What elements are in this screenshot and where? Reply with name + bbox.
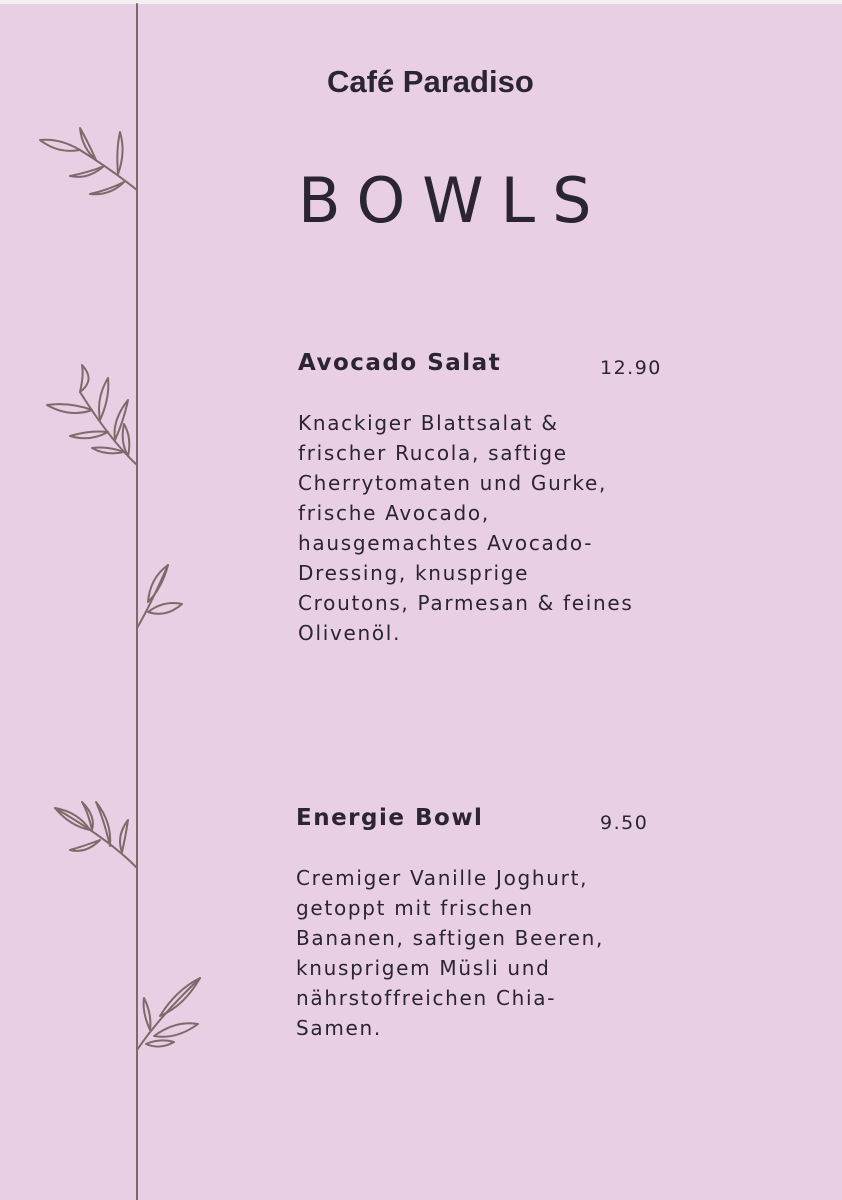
description-line: nährstoffreichen Chia- [296,986,557,1010]
description-line: Dressing, knusprige [298,561,530,585]
leaf-branch-icon [137,565,182,628]
description-line: getoppt mit frischen [296,896,534,920]
description-line: Olivenöl. [298,621,402,645]
description-line: knusprigem Müsli und [296,956,551,980]
menu-item-description [296,863,604,1043]
menu-item-description [298,408,634,648]
description-line: Samen. [296,1016,382,1040]
leaf-branch-icon [55,802,137,868]
description-line: Knackiger Blattsalat & [298,411,559,435]
description-line: Croutons, Parmesan & feines [298,591,634,615]
description-line: frische Avocado, [298,501,490,525]
menu-item-price: 12.90 [600,357,662,379]
description-line: frischer Rucola, saftige [298,441,568,465]
description-line: Cremiger Vanille Joghurt, [296,866,589,890]
description-line: Cherrytomaten und Gurke, [298,471,608,495]
menu-item-price: 9.50 [600,812,649,834]
description-line: Bananen, saftigen Beeren, [296,926,605,950]
leaf-branch-icon [47,365,137,465]
section-title: BOWLS [298,164,609,237]
description-line: hausgemachtes Avocado- [298,531,594,555]
menu-item-name: Avocado Salat [298,350,502,376]
leaf-branch-icon [40,128,137,194]
menu-item-name: Energie Bowl [296,805,484,831]
leaf-branch-icon [137,978,200,1050]
cafe-name: Café Paradiso [327,64,534,99]
leaf-vine-decoration [0,0,220,1200]
